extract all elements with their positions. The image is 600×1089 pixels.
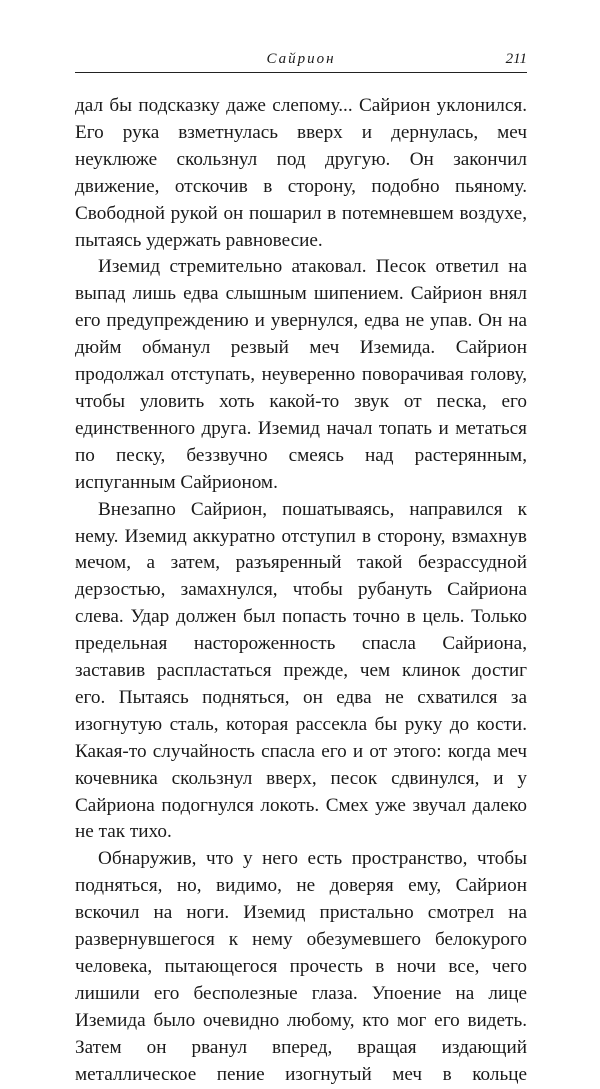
running-title: Сайрион xyxy=(266,51,336,67)
paragraph-3: Внезапно Сайрион, пошатываясь, направился к нему. Иземид аккуратно отступил в сторону, взмахнув мечом, а затем, разъяренный такой безрассудной дерзостью, замахнулся, чтобы рубануть Сайриона слева. Удар должен был попасть точно в цель. Только предельная настороженность спасла Сайриона, заставив распластаться прежде, чем клинок достиг его. Пытаясь подняться, он едва не схватился за изогнутую сталь, которая рассекла бы руку до кости. Какая-то случайность спасла его и от этого: когда меч кочевника скользнул вверх, песок сдвинулся, и у Сайриона подогнулся локоть. Смех уже звучал далеко не так тихо. xyxy=(75,498,527,843)
page-number: 211 xyxy=(505,51,527,67)
text-body xyxy=(75,93,527,1089)
paragraph-4: Обнаружив, что у него есть пространство, чтобы подняться, но, видимо, не доверяя ему, Сайрион вскочил на ноги. Иземид пристально смотрел на развернувшегося к нему обезумевшего белокурого человека, пытающегося прочесть в ночи все, чего лишили его бесполезные глаза. Упоение на лице Иземида было очевидно любому, кто мог его видеть. Затем он рванул вперед, вращая издающий металлическое пение изогнутый меч в кольце xyxy=(75,848,527,1085)
running-header xyxy=(75,50,527,73)
paragraph-1: дал бы подсказку даже слепому... Сайрион уклонился. Его рука взметнулась вверх и дернулась, меч неуклюже скользнул под другую. Он закончил движение, отскочив в сторону, подобно пьяному. Свободной рукой он пошарил в потемневшем воздухе, пытаясь удержать равновесие. xyxy=(75,95,527,251)
paragraph-2: Иземид стремительно атаковал. Песок ответил на выпад лишь едва слышным шипением. Сайрион внял его предупреждению и увернулся, едва не упав. Он на дюйм обманул резвый меч Иземида. Сайрион продолжал отступать, неуверенно поворачивая голову, чтобы уловить хоть какой-то звук от песка, его единственного друга. Иземид начал топать и метаться по песку, беззвучно смеясь над растерянным, испуганным Сайрионом. xyxy=(75,256,527,493)
